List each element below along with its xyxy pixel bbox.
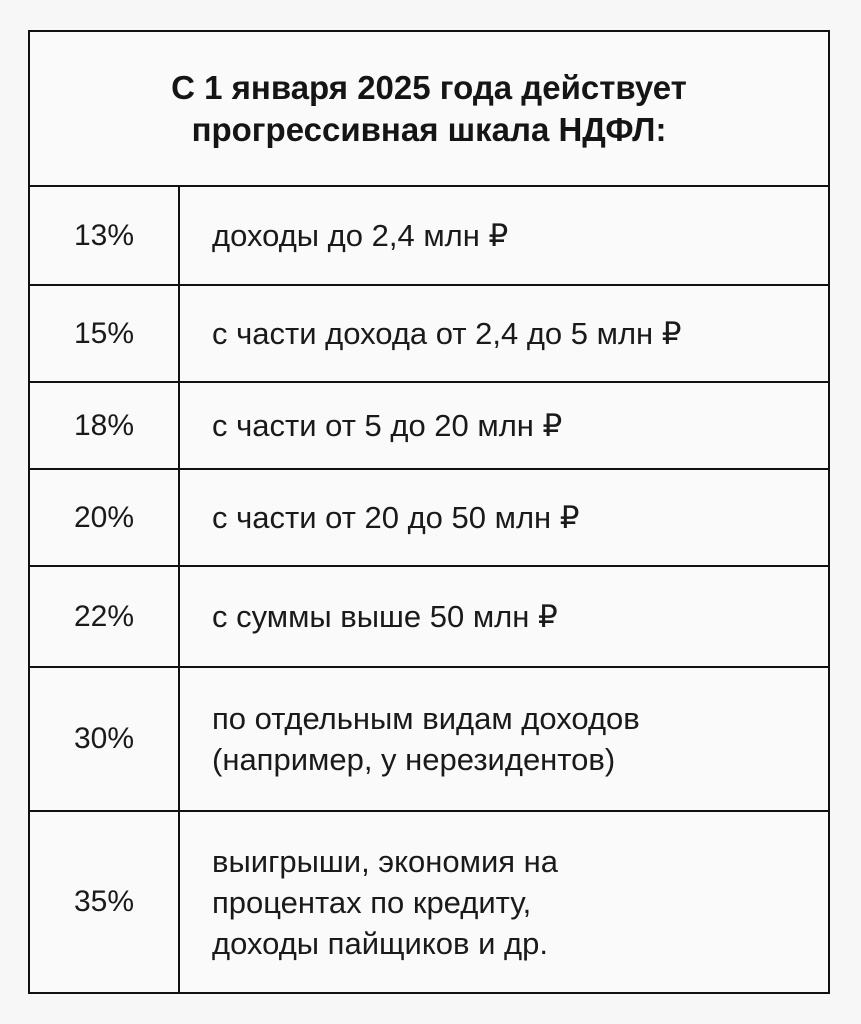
table-header xyxy=(30,32,828,187)
rate-cell: 18% xyxy=(73,408,135,442)
description-cell: с части от 5 до 20 млн ₽ xyxy=(212,408,563,443)
description-cell: доходы до 2,4 млн ₽ xyxy=(212,218,509,253)
rate-cell: 30% xyxy=(73,722,135,755)
description-cell: с части от 20 до 50 млн ₽ xyxy=(212,500,580,535)
rate-cell: 22% xyxy=(73,599,135,633)
table-row xyxy=(30,567,828,666)
table-row xyxy=(30,470,828,565)
description-cell: с суммы выше 50 млн ₽ xyxy=(212,599,558,634)
description-cell: по отдельным видам доходов (например, у нерезидентов) xyxy=(212,701,640,777)
table-row xyxy=(30,812,828,992)
table-row xyxy=(30,383,828,468)
description-cell: выигрыши, экономия на процентах по кредиту, доходы пайщиков и др. xyxy=(212,843,559,961)
rate-cell: 20% xyxy=(73,500,135,534)
table-row xyxy=(30,286,828,381)
rate-cell: 15% xyxy=(73,316,135,350)
tax-rate-table xyxy=(28,30,830,994)
table-title: С 1 января 2025 года действует прогрессивная шкала НДФЛ: xyxy=(171,68,687,148)
table-row xyxy=(30,668,828,810)
description-cell: с части дохода от 2,4 до 5 млн ₽ xyxy=(212,316,682,351)
rate-cell: 13% xyxy=(73,218,135,252)
rate-cell: 35% xyxy=(73,885,135,918)
table-row xyxy=(30,187,828,284)
